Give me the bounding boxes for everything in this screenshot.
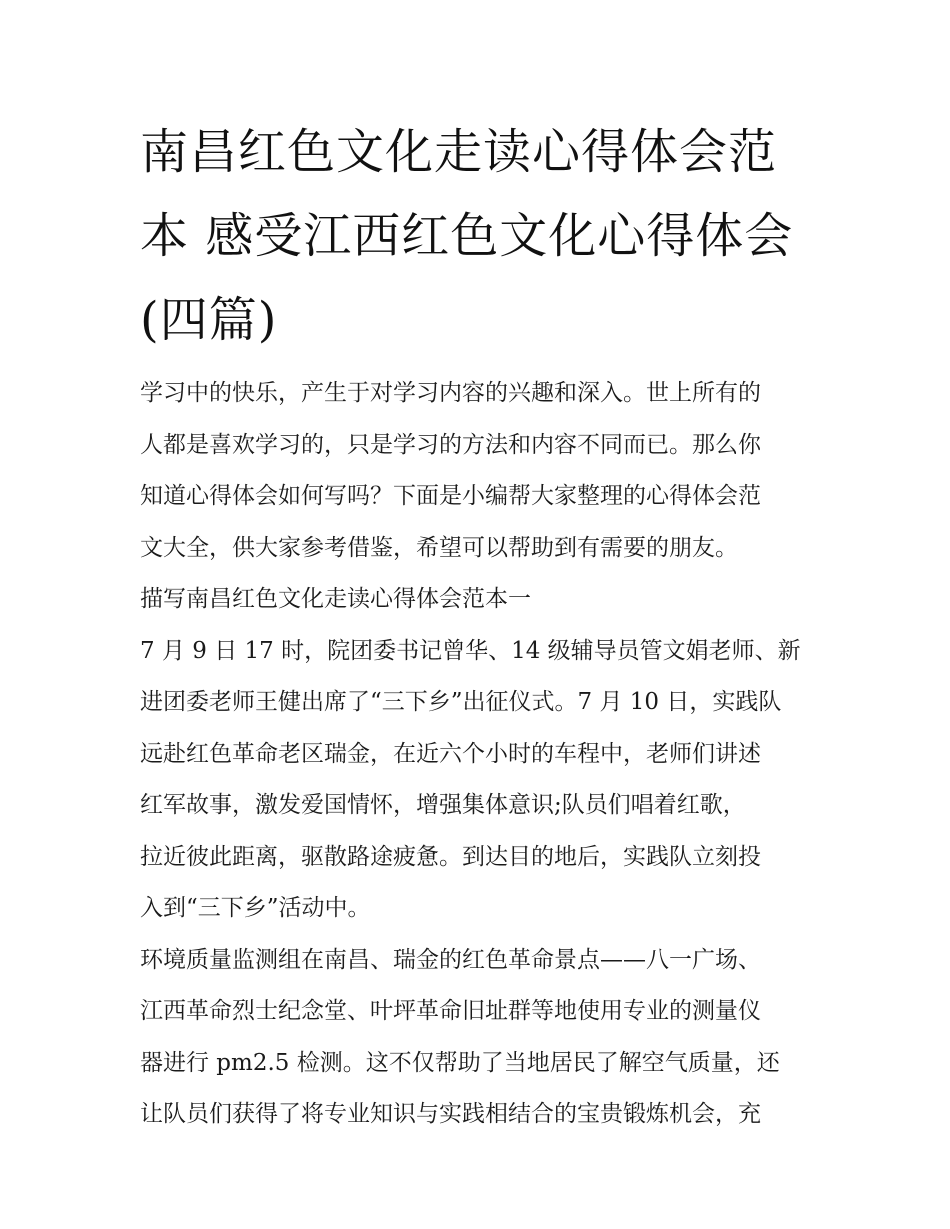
text-line: 环境质量监测组在南昌、瑞金的红色革命景点——八一广场、 <box>140 946 761 973</box>
document-page <box>140 110 812 1141</box>
text-line: 知道心得体会如何写吗？下面是小编帮大家整理的心得体会范 <box>140 483 761 509</box>
title-line: 本 感受江西红色文化心得体会 <box>140 208 794 264</box>
text-line: 7 月 9 日 17 时，院团委书记曾华、14 级辅导员管文娟老师、新 <box>140 637 801 664</box>
text-line: 江西革命烈士纪念堂、叶坪革命旧址群等地使用专业的测量仪 <box>140 998 761 1024</box>
text-line: 让队员们获得了将专业知识与实践相结合的宝贵锻炼机会，充 <box>140 1101 761 1127</box>
body-paragraph-2 <box>140 935 812 1141</box>
text-line: 进团委老师王健出席了“三下乡”出征仪式。7 月 10 日，实践队 <box>140 689 782 715</box>
text-line: 人都是喜欢学习的，只是学习的方法和内容不同而已。那么你 <box>140 431 761 458</box>
title-line: 南昌红色文化走读心得体会范 <box>140 124 778 180</box>
text-line: 学习中的快乐，产生于对学习内容的兴趣和深入。世上所有的 <box>140 380 761 406</box>
body-paragraph-1 <box>140 626 812 935</box>
text-line: 入到“三下乡”活动中。 <box>140 895 371 921</box>
text-line: 红军故事，激发爱国情怀，增强集体意识;队员们唱着红歌， <box>140 792 746 818</box>
text-line: 拉近彼此距离，驱散路途疲惫。到达目的地后，实践队立刻投 <box>140 843 761 870</box>
section-heading <box>140 574 812 626</box>
text-line: 文大全，供大家参考借鉴，希望可以帮助到有需要的朋友。 <box>140 534 738 561</box>
text-line: 器进行 pm2.5 检测。这不仅帮助了当地居民了解空气质量，还 <box>140 1049 780 1076</box>
document-title <box>140 110 812 362</box>
title-line: (四篇) <box>140 292 278 348</box>
text-line: 描写南昌红色文化走读心得体会范本一 <box>140 586 531 612</box>
text-line: 远赴红色革命老区瑞金，在近六个小时的车程中，老师们讲述 <box>140 740 761 767</box>
intro-paragraph <box>140 368 812 574</box>
